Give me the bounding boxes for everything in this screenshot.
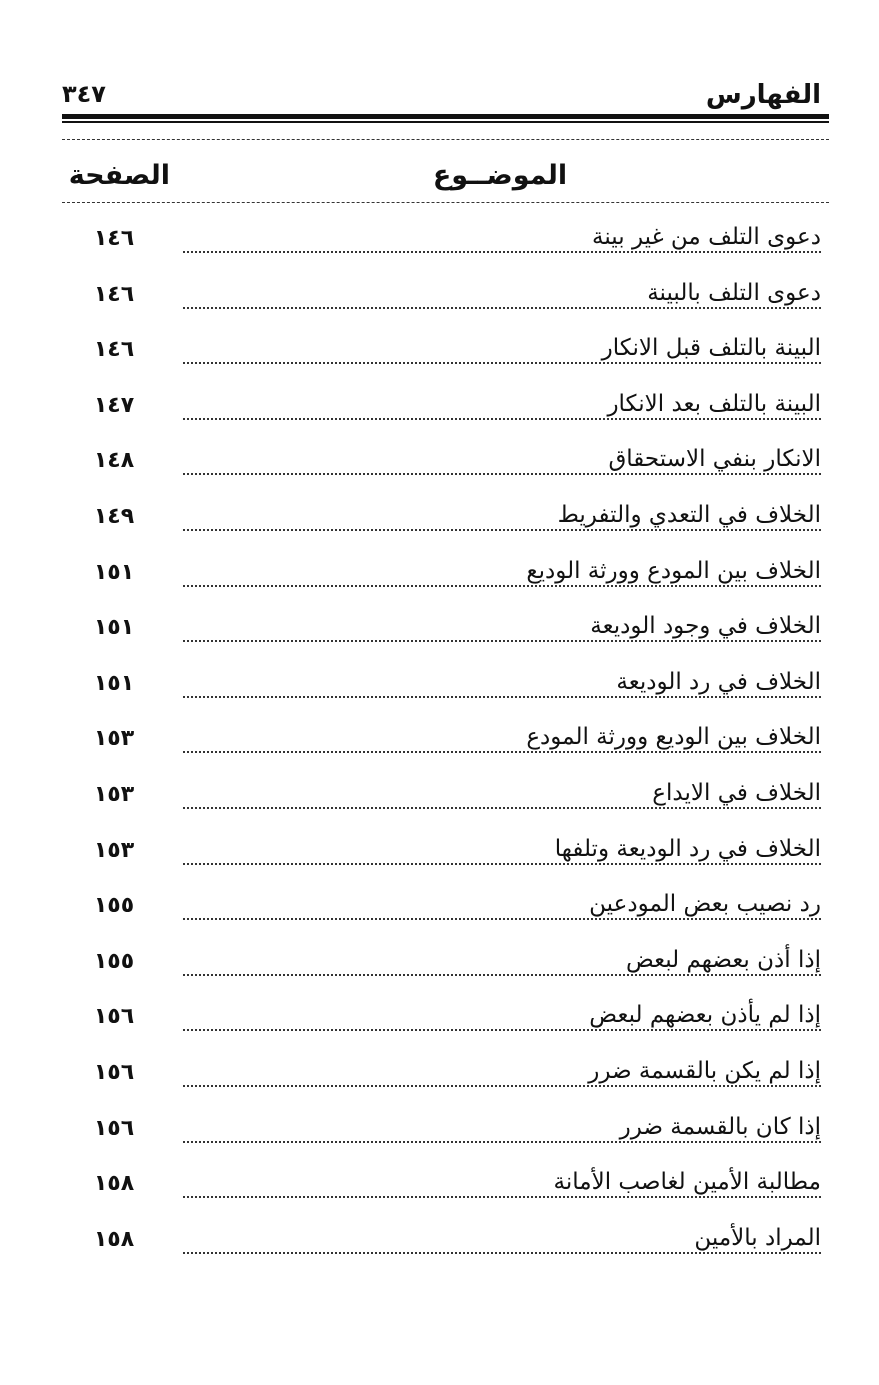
- toc-entry: [0, 881, 879, 937]
- entry-page-number: ١٥٦: [93, 1115, 135, 1141]
- entry-page-number: ١٥٥: [93, 893, 135, 919]
- dot-leader: [183, 918, 821, 920]
- dot-leader: [183, 307, 821, 309]
- entry-title: المراد بالأمين: [688, 1225, 821, 1251]
- entry-page-number: ١٥٦: [93, 1004, 135, 1030]
- entry-title: الخلاف بين الوديع وورثة المودع: [520, 724, 821, 750]
- toc-entry: [0, 325, 879, 381]
- page-number: ٣٤٧: [62, 80, 106, 108]
- entry-page-number: ١٤٦: [93, 337, 135, 363]
- toc-entry: [0, 436, 879, 492]
- entry-title: رد نصيب بعض المودعين: [583, 891, 821, 917]
- entry-page-number: ١٥٥: [93, 948, 135, 974]
- toc-entry: [0, 826, 879, 882]
- dashed-divider-top: [62, 139, 829, 140]
- dot-leader: [183, 863, 821, 865]
- entry-title: إذا أذن بعضهم لبعض: [620, 947, 821, 973]
- dot-leader: [183, 251, 821, 253]
- header-rule-thick: [62, 114, 829, 119]
- dot-leader: [183, 1029, 821, 1031]
- entry-page-number: ١٥٣: [93, 726, 135, 752]
- entry-page-number: ١٥١: [93, 670, 135, 696]
- toc-entry: [0, 992, 879, 1048]
- entry-page-number: ١٥٨: [93, 1171, 135, 1197]
- entry-title: دعوى التلف بالبينة: [641, 280, 821, 306]
- toc-entry: [0, 1159, 879, 1215]
- entry-title: إذا لم يأذن بعضهم لبعض: [583, 1002, 821, 1028]
- toc-entry: [0, 270, 879, 326]
- toc-entry: [0, 1104, 879, 1160]
- entry-page-number: ١٤٦: [93, 281, 135, 307]
- entry-title: دعوى التلف من غير بينة: [586, 224, 821, 250]
- dot-leader: [183, 585, 821, 587]
- dot-leader: [183, 640, 821, 642]
- dot-leader: [183, 529, 821, 531]
- toc-entry: [0, 1048, 879, 1104]
- dot-leader: [183, 1141, 821, 1143]
- entry-page-number: ١٥٦: [93, 1060, 135, 1085]
- dot-leader: [183, 473, 821, 475]
- entry-title: الخلاف في رد الوديعة: [610, 669, 821, 695]
- toc-entry: [0, 659, 879, 715]
- entry-title: الخلاف في التعدي والتفريط: [552, 502, 821, 528]
- entry-page-number: ١٥٣: [93, 837, 135, 863]
- dot-leader: [183, 696, 821, 698]
- dot-leader: [183, 1252, 821, 1254]
- entry-title: البينة بالتلف قبل الانكار: [596, 335, 821, 361]
- toc-entry: [0, 714, 879, 770]
- entry-title: الخلاف في وجود الوديعة: [584, 613, 821, 639]
- entry-page-number: ١٤٧: [93, 392, 135, 418]
- topic-column-header: الموضــوع: [432, 160, 568, 191]
- toc-entry: [0, 492, 879, 548]
- entry-title: الخلاف في الايداع: [646, 780, 821, 806]
- entry-page-number: ١٤٦: [93, 226, 135, 251]
- toc-entry: [0, 214, 879, 270]
- toc-entry: [0, 1215, 879, 1271]
- entry-page-number: ١٥١: [93, 615, 135, 641]
- toc-entry: [0, 381, 879, 437]
- toc-entry: [0, 937, 879, 993]
- header-rule-thin: [62, 121, 829, 123]
- entry-title: الخلاف في رد الوديعة وتلفها: [549, 836, 821, 862]
- toc-entry: [0, 548, 879, 604]
- entry-page-number: ١٥١: [93, 559, 135, 585]
- dot-leader: [183, 751, 821, 753]
- entry-title: إذا لم يكن بالقسمة ضرر: [582, 1058, 821, 1084]
- dot-leader: [183, 362, 821, 364]
- entry-page-number: ١٥٣: [93, 782, 135, 807]
- dot-leader: [183, 807, 821, 809]
- dot-leader: [183, 1196, 821, 1198]
- entry-title: البينة بالتلف بعد الانكار: [601, 391, 821, 417]
- dot-leader: [183, 418, 821, 420]
- toc-entry: [0, 603, 879, 659]
- entry-title: مطالبة الأمين لغاصب الأمانة: [548, 1169, 821, 1195]
- dot-leader: [183, 1085, 821, 1087]
- page-column-header: الصفحة: [68, 160, 170, 191]
- entry-page-number: ١٤٨: [93, 448, 135, 474]
- section-title: الفهارس: [705, 80, 821, 110]
- dot-leader: [183, 974, 821, 976]
- dashed-divider-columns: [62, 202, 829, 203]
- toc-entry: [0, 770, 879, 826]
- entry-title: الخلاف بين المودع وورثة الوديع: [520, 558, 821, 584]
- entry-title: إذا كان بالقسمة ضرر: [614, 1114, 821, 1140]
- entry-page-number: ١٥٨: [93, 1226, 135, 1252]
- entry-title: الانكار بنفي الاستحقاق: [602, 446, 821, 472]
- entry-page-number: ١٤٩: [93, 504, 135, 529]
- running-header: [62, 78, 821, 112]
